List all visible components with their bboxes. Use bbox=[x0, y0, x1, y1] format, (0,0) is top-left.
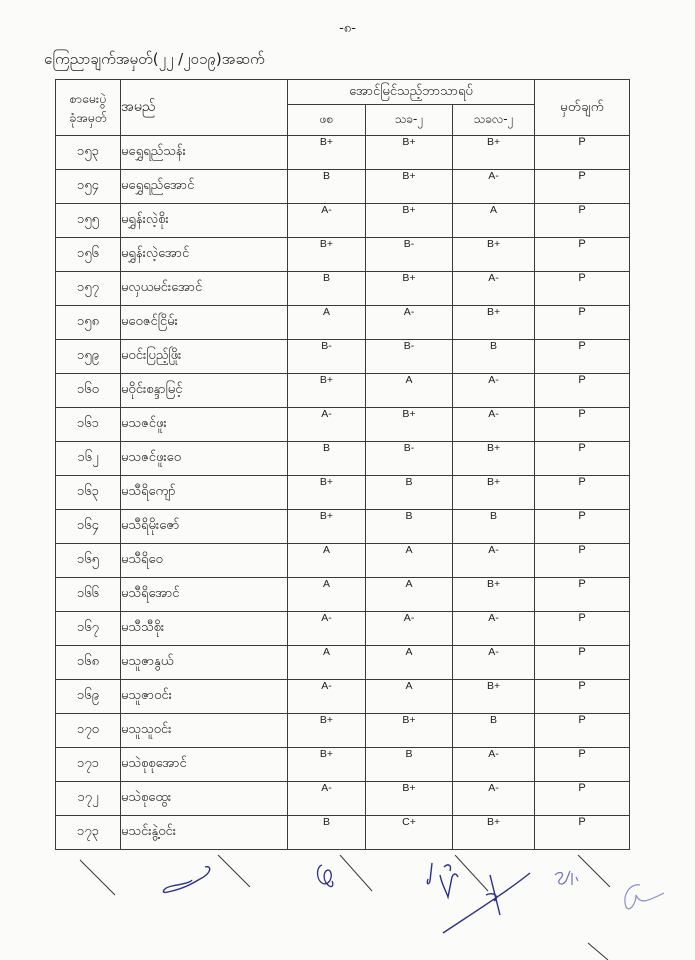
name-cell: မသဇင်ဖူး bbox=[121, 408, 288, 442]
grade-subject-1-cell: B+ bbox=[288, 136, 366, 170]
remark-cell: P bbox=[535, 204, 630, 238]
name-cell: မဝင်းပြည့်ဖြိုး bbox=[121, 340, 288, 374]
grade-subject-3-cell: B bbox=[453, 714, 535, 748]
slash-mark bbox=[455, 855, 488, 891]
signature-5 bbox=[625, 885, 664, 909]
seat-number-cell: ၁၅၄ bbox=[56, 170, 121, 204]
seat-number-cell: ၁၆၀ bbox=[56, 374, 121, 408]
grade-subject-1-cell: A bbox=[288, 578, 366, 612]
grade-subject-1-cell: B- bbox=[288, 340, 366, 374]
slash-mark bbox=[80, 860, 115, 895]
remark-cell: P bbox=[535, 442, 630, 476]
table-row bbox=[56, 238, 630, 272]
table-row bbox=[56, 510, 630, 544]
header-remark: မှတ်ချက် bbox=[535, 80, 630, 136]
grade-subject-2-cell: C+ bbox=[366, 816, 453, 850]
seat-number-cell: ၁၇၁ bbox=[56, 748, 121, 782]
grade-subject-3-cell: A- bbox=[453, 612, 535, 646]
seat-number-cell: ၁၆၇ bbox=[56, 612, 121, 646]
remark-cell: P bbox=[535, 816, 630, 850]
table-row bbox=[56, 408, 630, 442]
table-row bbox=[56, 306, 630, 340]
seat-number-cell: ၁၆၃ bbox=[56, 476, 121, 510]
remark-cell: P bbox=[535, 272, 630, 306]
table-row bbox=[56, 136, 630, 170]
name-cell: မရွှန်းလဲ့အောင် bbox=[121, 238, 288, 272]
remark-cell: P bbox=[535, 306, 630, 340]
slash-mark bbox=[218, 855, 250, 887]
name-cell: မသူသူဝင်း bbox=[121, 714, 288, 748]
grade-subject-1-cell: A- bbox=[288, 612, 366, 646]
name-cell: မသီရိမိုးဇော် bbox=[121, 510, 288, 544]
grade-subject-3-cell: B bbox=[453, 510, 535, 544]
signature-1 bbox=[163, 867, 209, 893]
seat-number-cell: ၁၅၆ bbox=[56, 238, 121, 272]
seat-number-cell: ၁၆၆ bbox=[56, 578, 121, 612]
grade-subject-2-cell: B+ bbox=[366, 136, 453, 170]
seat-number-cell: ၁၅၅ bbox=[56, 204, 121, 238]
name-cell: မလှယမင်းအောင် bbox=[121, 272, 288, 306]
grade-subject-1-cell: A- bbox=[288, 204, 366, 238]
grade-subject-3-cell: A- bbox=[453, 544, 535, 578]
table-row bbox=[56, 374, 630, 408]
seat-number-cell: ၁၆၂ bbox=[56, 442, 121, 476]
grade-subject-2-cell: A- bbox=[366, 306, 453, 340]
name-cell: မသဇင်ဖူးဝေ bbox=[121, 442, 288, 476]
grade-subject-3-cell: B+ bbox=[453, 578, 535, 612]
table-row bbox=[56, 714, 630, 748]
grade-subject-1-cell: A bbox=[288, 544, 366, 578]
grade-subject-1-cell: A bbox=[288, 306, 366, 340]
seat-number-cell: ၁၆၈ bbox=[56, 646, 121, 680]
grade-subject-2-cell: B+ bbox=[366, 204, 453, 238]
slash-mark bbox=[340, 855, 372, 891]
remark-cell: P bbox=[535, 782, 630, 816]
grade-subject-1-cell: A bbox=[288, 646, 366, 680]
grade-subject-2-cell: A bbox=[366, 578, 453, 612]
signatures-area bbox=[0, 855, 695, 960]
name-cell: မသီရိကျော် bbox=[121, 476, 288, 510]
remark-cell: P bbox=[535, 510, 630, 544]
seat-number-cell: ၁၆၅ bbox=[56, 544, 121, 578]
remark-cell: P bbox=[535, 340, 630, 374]
grade-subject-1-cell: B bbox=[288, 816, 366, 850]
name-cell: မသူဇာဝင်း bbox=[121, 680, 288, 714]
grade-subject-1-cell: B+ bbox=[288, 510, 366, 544]
grade-subject-2-cell: B- bbox=[366, 340, 453, 374]
remark-cell: P bbox=[535, 136, 630, 170]
table-row bbox=[56, 272, 630, 306]
name-cell: မသဲစုထွေး bbox=[121, 782, 288, 816]
remark-cell: P bbox=[535, 476, 630, 510]
grade-subject-3-cell: B bbox=[453, 340, 535, 374]
table-row bbox=[56, 170, 630, 204]
grade-subject-2-cell: B bbox=[366, 510, 453, 544]
grade-subject-1-cell: A- bbox=[288, 680, 366, 714]
grade-subject-1-cell: B bbox=[288, 272, 366, 306]
table-row bbox=[56, 578, 630, 612]
grade-subject-1-cell: B+ bbox=[288, 476, 366, 510]
name-cell: မဝေဇင်ငြိမ်း bbox=[121, 306, 288, 340]
table-row bbox=[56, 340, 630, 374]
remark-cell: P bbox=[535, 714, 630, 748]
name-cell: မသဲစုစုအောင် bbox=[121, 748, 288, 782]
remark-cell: P bbox=[535, 578, 630, 612]
table-row bbox=[56, 442, 630, 476]
grade-subject-2-cell: B- bbox=[366, 238, 453, 272]
name-cell: မဝိုင်းစန္ဒာမြင့် bbox=[121, 374, 288, 408]
seat-number-cell: ၁၅၈ bbox=[56, 306, 121, 340]
grade-subject-1-cell: A- bbox=[288, 408, 366, 442]
grade-subject-1-cell: B bbox=[288, 442, 366, 476]
table-row bbox=[56, 680, 630, 714]
grade-subject-3-cell: B+ bbox=[453, 442, 535, 476]
header-seat-number-line1: စာမေးပွဲ bbox=[69, 90, 107, 106]
seat-number-cell: ၁၅၃ bbox=[56, 136, 121, 170]
grade-subject-2-cell: B+ bbox=[366, 782, 453, 816]
grade-subject-1-cell: A- bbox=[288, 782, 366, 816]
table-row bbox=[56, 646, 630, 680]
signature-3 bbox=[427, 863, 530, 933]
grade-subject-2-cell: B bbox=[366, 476, 453, 510]
seat-number-cell: ၁၆၉ bbox=[56, 680, 121, 714]
name-cell: မသီရိဝေ bbox=[121, 544, 288, 578]
grade-subject-3-cell: A- bbox=[453, 646, 535, 680]
name-cell: မရွှန်းလဲ့စိုး bbox=[121, 204, 288, 238]
seat-number-cell: ၁၅၇ bbox=[56, 272, 121, 306]
seat-number-cell: ၁၅၉ bbox=[56, 340, 121, 374]
remark-cell: P bbox=[535, 612, 630, 646]
grade-subject-1-cell: B bbox=[288, 170, 366, 204]
grade-subject-2-cell: B+ bbox=[366, 272, 453, 306]
grade-subject-3-cell: A- bbox=[453, 374, 535, 408]
header-seat-number bbox=[56, 80, 121, 136]
grade-subject-2-cell: B+ bbox=[366, 714, 453, 748]
grade-subject-2-cell: B+ bbox=[366, 408, 453, 442]
remark-cell: P bbox=[535, 748, 630, 782]
name-cell: မသီသီစိုး bbox=[121, 612, 288, 646]
grade-subject-2-cell: A bbox=[366, 680, 453, 714]
grade-subject-2-cell: B bbox=[366, 748, 453, 782]
grade-subject-3-cell: B+ bbox=[453, 136, 535, 170]
grade-subject-1-cell: B+ bbox=[288, 238, 366, 272]
seat-number-cell: ၁၆၁ bbox=[56, 408, 121, 442]
slash-mark bbox=[588, 943, 608, 960]
results-table bbox=[55, 79, 630, 850]
header-subject-3: သခလ-၂ bbox=[453, 105, 535, 136]
header-passed-subjects: အောင်မြင်သည့်ဘာသာရပ် bbox=[288, 80, 535, 105]
grade-subject-2-cell: B+ bbox=[366, 170, 453, 204]
seat-number-cell: ၁၇၃ bbox=[56, 816, 121, 850]
name-cell: မရွှေရည်အောင် bbox=[121, 170, 288, 204]
table-row bbox=[56, 782, 630, 816]
signature-4 bbox=[555, 871, 578, 885]
remark-cell: P bbox=[535, 238, 630, 272]
table-row bbox=[56, 612, 630, 646]
grade-subject-1-cell: B+ bbox=[288, 748, 366, 782]
table-row bbox=[56, 544, 630, 578]
name-cell: မရွှေရည်သန်း bbox=[121, 136, 288, 170]
seat-number-cell: ၁၆၄ bbox=[56, 510, 121, 544]
table-row bbox=[56, 748, 630, 782]
grade-subject-2-cell: A bbox=[366, 544, 453, 578]
name-cell: မသင်းနွဲ့ဝင်း bbox=[121, 816, 288, 850]
document-title: ကြေညာချက်အမှတ်(၂၂ /၂၀၁၉)အဆက် bbox=[44, 50, 265, 68]
name-cell: မသီရိအောင် bbox=[121, 578, 288, 612]
header-subject-1: ဖစ bbox=[288, 105, 366, 136]
grade-subject-3-cell: A- bbox=[453, 408, 535, 442]
grade-subject-3-cell: B+ bbox=[453, 476, 535, 510]
remark-cell: P bbox=[535, 646, 630, 680]
grade-subject-2-cell: A bbox=[366, 646, 453, 680]
remark-cell: P bbox=[535, 680, 630, 714]
slash-mark bbox=[578, 855, 610, 887]
remark-cell: P bbox=[535, 408, 630, 442]
grade-subject-3-cell: A- bbox=[453, 272, 535, 306]
grade-subject-1-cell: B+ bbox=[288, 714, 366, 748]
grade-subject-2-cell: B- bbox=[366, 442, 453, 476]
grade-subject-3-cell: B+ bbox=[453, 238, 535, 272]
table-row bbox=[56, 816, 630, 850]
header-name: အမည် bbox=[121, 80, 288, 136]
seat-number-cell: ၁၇၀ bbox=[56, 714, 121, 748]
grade-subject-2-cell: A- bbox=[366, 612, 453, 646]
page-number: -၈- bbox=[339, 21, 356, 36]
remark-cell: P bbox=[535, 544, 630, 578]
grade-subject-3-cell: A- bbox=[453, 748, 535, 782]
grade-subject-1-cell: B+ bbox=[288, 374, 366, 408]
header-seat-number-line2: ခုံအမှတ် bbox=[69, 109, 107, 125]
table-row bbox=[56, 204, 630, 238]
header-subject-2: သခ-၂ bbox=[366, 105, 453, 136]
table-row bbox=[56, 476, 630, 510]
grade-subject-3-cell: B+ bbox=[453, 680, 535, 714]
seat-number-cell: ၁၇၂ bbox=[56, 782, 121, 816]
remark-cell: P bbox=[535, 374, 630, 408]
grade-subject-3-cell: A- bbox=[453, 782, 535, 816]
grade-subject-3-cell: B+ bbox=[453, 816, 535, 850]
grade-subject-3-cell: A- bbox=[453, 170, 535, 204]
remark-cell: P bbox=[535, 170, 630, 204]
name-cell: မသူဇာနွယ် bbox=[121, 646, 288, 680]
grade-subject-3-cell: A bbox=[453, 204, 535, 238]
grade-subject-3-cell: B+ bbox=[453, 306, 535, 340]
grade-subject-2-cell: A bbox=[366, 374, 453, 408]
signature-2 bbox=[318, 865, 333, 887]
